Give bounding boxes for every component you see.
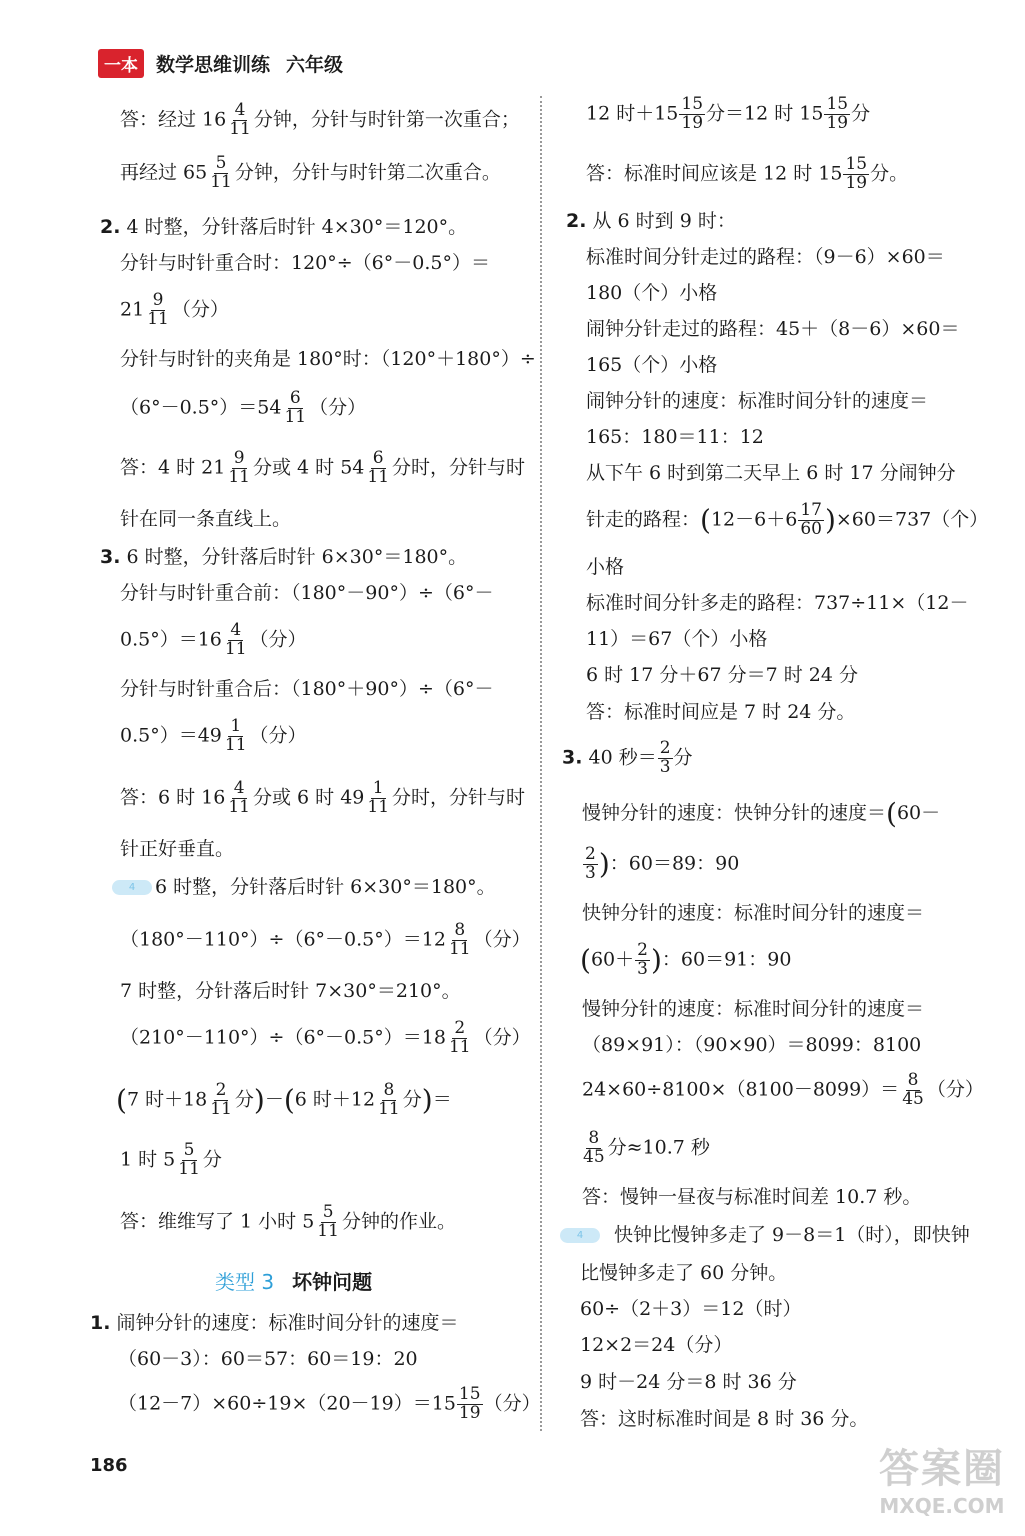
fraction: $\frac{4}{11}$	[224, 620, 247, 659]
fraction: $\frac{8}{11}$	[448, 920, 471, 959]
solution-line: 12×2＝24（分）	[580, 1334, 733, 1356]
solution-line: （89×91）：（90×90）＝8099：8100	[582, 1034, 922, 1056]
solution-line: $\frac{2}{3}$ )：60＝89：90	[585, 844, 740, 883]
section-label: 类型 3	[215, 1270, 275, 1294]
solution-line: (60＋ $\frac{2}{3}$ )：60＝91：90	[580, 940, 792, 979]
solution-line: 小格	[586, 556, 625, 578]
solution-line: 6 时 17 分＋67 分＝7 时 24 分	[586, 664, 858, 686]
problem-line: 3. 40 秒＝ $\frac{2}{3}$ 分	[562, 738, 693, 777]
fraction: $\frac{2}{3}$	[637, 940, 648, 979]
answer-line: 答：标准时间应该是 12 时 15 $\frac{15}{19}$ 分。	[586, 154, 909, 193]
solution-line: 0.5°）＝49 $\frac{1}{11}$ （分）	[120, 716, 307, 755]
section-title: 坏钟问题	[292, 1270, 373, 1294]
solution-line: 从下午 6 时到第二天早上 6 时 17 分闹钟分	[586, 462, 956, 484]
problem-number: 1.	[90, 1312, 111, 1334]
solution-line: 165：180＝11：12	[586, 426, 764, 448]
solution-line: （210°－110°）÷（6°－0.5°）＝18 $\frac{2}{11}$ （分）	[120, 1018, 531, 1057]
solution-line: 标准时间分针走过的路程：（9－6）×60＝	[586, 246, 945, 268]
solution-line: 21 $\frac{9}{11}$ （分）	[120, 290, 229, 329]
fraction: $\frac{6}{11}$	[284, 388, 307, 427]
fraction: $\frac{15}{19}$	[845, 154, 868, 193]
problem-line: 2. 4 时整，分针落后时针 4×30°＝120°。	[100, 216, 468, 238]
solution-line: 分针与时针重合时：120°÷（6°－0.5°）＝	[120, 252, 490, 274]
problem-line: 3. 6 时整，分针落后时针 6×30°＝180°。	[100, 546, 468, 568]
fraction: $\frac{15}{19}$	[826, 94, 849, 133]
fraction: $\frac{9}{11}$	[147, 290, 169, 329]
continuation-badge: 4	[112, 880, 152, 895]
fraction: $\frac{2}{3}$	[585, 844, 596, 883]
page-number: 186	[90, 1455, 128, 1476]
fraction: $\frac{2}{11}$	[448, 1018, 471, 1057]
page-header	[98, 48, 343, 78]
solution-line: 针走的路程：(12－6＋6 $\frac{17}{60}$ )×60＝737（个）	[586, 500, 989, 539]
answer-line: 答：这时标准时间是 8 时 36 分。	[580, 1408, 869, 1430]
fraction: $\frac{1}{11}$	[224, 716, 247, 755]
fraction: $\frac{15}{19}$	[681, 94, 704, 133]
fraction: $\frac{2}{11}$	[210, 1080, 232, 1119]
fraction: $\frac{5}{11}$	[317, 1202, 339, 1241]
problem-number: 3.	[100, 546, 121, 568]
solution-line: （12－7）×60÷19×（20－19）＝15 $\frac{15}{19}$ （分）	[118, 1384, 541, 1423]
fraction: $\frac{8}{11}$	[378, 1080, 400, 1119]
fraction: $\frac{15}{19}$	[458, 1384, 481, 1423]
solution-line: 180（个）小格	[586, 282, 718, 304]
solution-line: 标准时间分针多走的路程：737÷11×（12－	[586, 592, 969, 614]
solution-line: (7 时＋18 $\frac{2}{11}$ 分)－(6 时＋12 $\frac{8}{11}$ 分)＝	[116, 1080, 452, 1119]
problem-number: 3.	[562, 746, 583, 769]
book-title: 数学思维训练	[156, 53, 271, 76]
watermark	[879, 1437, 1005, 1518]
fraction: $\frac{9}{11}$	[228, 448, 250, 487]
problem-line: 2. 从 6 时到 9 时：	[566, 210, 736, 232]
solution-line: 1 时 5 $\frac{5}{11}$ 分	[120, 1140, 222, 1179]
solution-line: 0.5°）＝16 $\frac{4}{11}$ （分）	[120, 620, 307, 659]
answer-line: 答：标准时间应是 7 时 24 分。	[586, 701, 856, 723]
solution-line: 分针与时针重合后：（180°＋90°）÷（6°－	[120, 678, 494, 700]
solution-line: 闹钟分针的速度：标准时间分针的速度＝	[586, 390, 929, 412]
solution-line: 24×60÷8100×（8100－8099）＝ $\frac{8}{45}$ （分）	[582, 1070, 984, 1109]
answer-line: 答：慢钟一昼夜与标准时间差 10.7 秒。	[582, 1186, 922, 1208]
problem-number: 2.	[100, 216, 121, 238]
solution-line: 闹钟分针走过的路程：45＋（8－6）×60＝	[586, 318, 960, 340]
problem-line: 6 时整，分针落后时针 6×30°＝180°。	[155, 876, 496, 898]
answer-line: 答：维维写了 1 小时 5 $\frac{5}{11}$ 分钟的作业。	[120, 1202, 456, 1241]
answer-line: 再经过 65 $\frac{5}{11}$ 分钟，分针与时针第二次重合。	[120, 153, 501, 192]
answer-line: 答：6 时 16 $\frac{4}{11}$ 分或 6 时 49 $\frac{1}{11}$ 分时，分针与时	[120, 778, 526, 817]
solution-line: （180°－110°）÷（6°－0.5°）＝12 $\frac{8}{11}$ （分）	[120, 920, 531, 959]
problem-line: 快钟比慢钟多走了 9－8＝1（时），即快钟	[614, 1224, 970, 1246]
solution-line: $\frac{8}{45}$ 分≈10.7 秒	[583, 1128, 710, 1167]
solution-line: （60－3）：60＝57：60＝19：20	[118, 1348, 418, 1370]
problem-number: 2.	[566, 210, 587, 232]
answer-line: 针正好垂直。	[120, 838, 235, 860]
answer-line: 针在同一条直线上。	[120, 508, 292, 530]
answer-line: 答：经过 16 $\frac{4}{11}$ 分钟，分针与时针第一次重合；	[120, 100, 520, 139]
brand-logo: 一本	[98, 49, 144, 78]
solution-line: 9 时－24 分＝8 时 36 分	[580, 1371, 797, 1393]
fraction: $\frac{4}{11}$	[229, 100, 251, 139]
continuation-badge: 4	[560, 1228, 600, 1243]
solution-line: 慢钟分针的速度：快钟分针的速度＝(60－	[582, 797, 941, 830]
solution-line: 165（个）小格	[586, 354, 718, 376]
fraction: $\frac{2}{3}$	[659, 738, 671, 777]
solution-line: 快钟分针的速度：标准时间分针的速度＝	[582, 902, 925, 924]
solution-line: 7 时整，分针落后时针 7×30°＝210°。	[120, 980, 461, 1002]
column-divider	[540, 96, 542, 1431]
solution-line: 11）＝67（个）小格	[586, 628, 768, 650]
fraction: $\frac{5}{11}$	[178, 1140, 200, 1179]
fraction: $\frac{8}{45}$	[902, 1070, 924, 1109]
solution-line: （6°－0.5°）＝54 $\frac{6}{11}$ （分）	[120, 388, 367, 427]
fraction: $\frac{6}{11}$	[367, 448, 390, 487]
solution-line: 比慢钟多走了 60 分钟。	[580, 1262, 788, 1284]
watermark-logo: 答案圈	[879, 1446, 1005, 1492]
fraction: $\frac{1}{11}$	[367, 778, 390, 817]
solution-line: 分针与时针重合前：（180°－90°）÷（6°－	[120, 582, 494, 604]
problem-line: 1. 闹钟分针的速度：标准时间分针的速度＝	[90, 1312, 459, 1334]
fraction: $\frac{5}{11}$	[210, 153, 232, 192]
fraction: $\frac{8}{45}$	[583, 1128, 605, 1167]
watermark-url: MXQE.COM	[879, 1494, 1005, 1518]
fraction: $\frac{4}{11}$	[228, 778, 250, 817]
solution-line: 慢钟分针的速度：标准时间分针的速度＝	[582, 998, 925, 1020]
section-heading	[215, 1266, 372, 1295]
fraction: $\frac{17}{60}$	[800, 500, 822, 539]
solution-line: 12 时＋15 $\frac{15}{19}$ 分＝12 时 15 $\frac{15}{19}$ 分	[586, 94, 871, 133]
answer-line: 答：4 时 21 $\frac{9}{11}$ 分或 4 时 54 $\frac{6}{11}$ 分时，分针与时	[120, 448, 526, 487]
grade-label: 六年级	[286, 53, 344, 76]
solution-line: 60÷（2＋3）＝12（时）	[580, 1298, 802, 1320]
solution-line: 分针与时针的夹角是 180°时：（120°＋180°）÷	[120, 348, 536, 370]
